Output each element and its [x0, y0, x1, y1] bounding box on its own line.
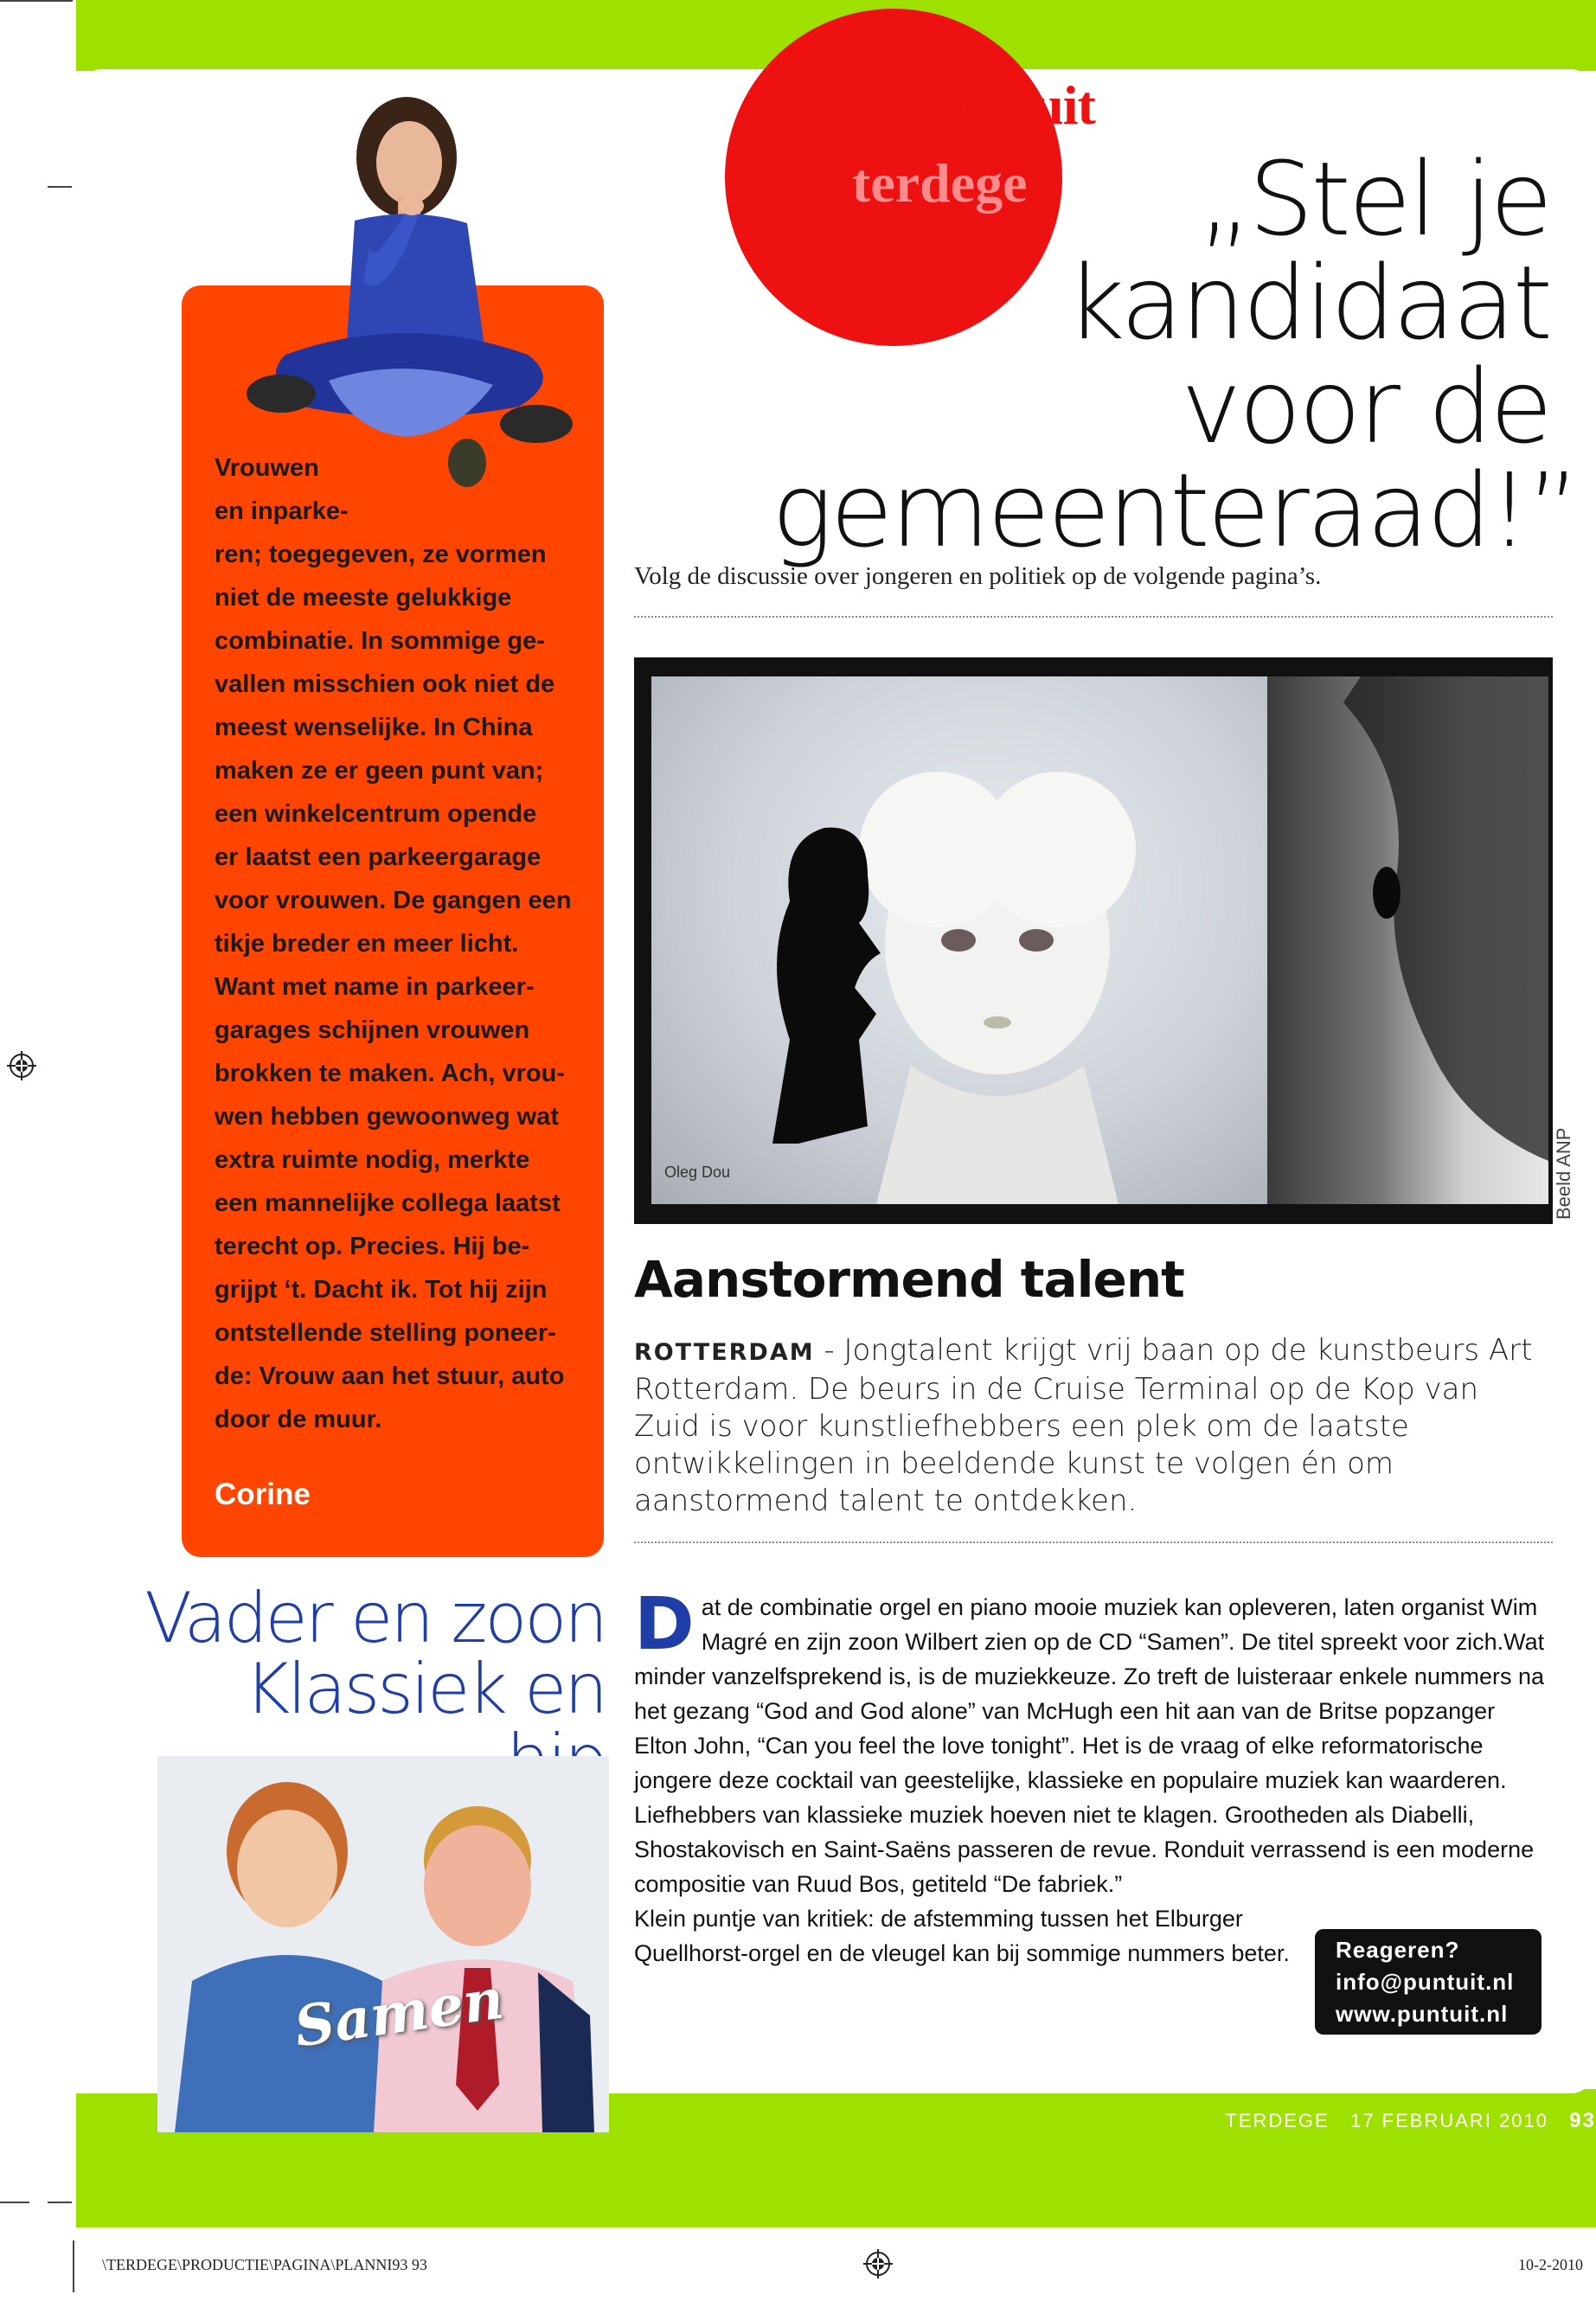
- cd-cover-photo: [157, 1756, 609, 2132]
- column-line: maken ze er geen punt van;: [215, 757, 544, 785]
- column-author: Corine: [215, 1477, 311, 1511]
- footer-page-number: 93: [1569, 2109, 1596, 2132]
- music-title-line: Vader en zoon: [144, 1578, 606, 1658]
- art-photo-signature: Oleg Dou: [664, 1163, 731, 1181]
- column-line: tikje breder en meer licht.: [215, 930, 519, 958]
- react-website[interactable]: www.puntuit.nl: [1336, 2001, 1509, 2027]
- music-paragraph: Klein puntje van kritiek: de afstemming tussen het Elburger Quellhorst-orgel en de vleugel kan bij sommige nummers beter.: [634, 1906, 1290, 1966]
- divider: [634, 616, 1553, 618]
- column-line: terecht op. Precies. Hij be-: [215, 1233, 530, 1260]
- page-footer: [1225, 2109, 1596, 2133]
- column-line: Want met name in parkeer-: [215, 973, 535, 1001]
- column-line: brokken te maken. Ach, vrou-: [215, 1060, 566, 1087]
- music-paragraph: [634, 1581, 1551, 1798]
- registration-mark-icon: [7, 1051, 36, 1080]
- column-line: de: Vrouw aan het stuur, auto: [215, 1362, 565, 1390]
- column-line: extra ruimte nodig, merkte: [215, 1146, 530, 1174]
- column-line: er laatst een parkeergarage: [215, 843, 542, 871]
- column-line: door de muur.: [215, 1406, 382, 1433]
- crop-mark: [73, 2240, 74, 2292]
- columnist-photo: [234, 95, 597, 493]
- registration-mark-icon: [863, 2249, 893, 2279]
- article-text: - Jongtalent krijgt vrij baan op de kunstbeurs Art Rotterdam. De beurs in de Cruise Terminal op de Kop van Zuid is voor kunstliefhebbers een plek om de laatste ontwikkelingen in beeldende kunst te volgen én om aanstormend talent te ontdekken.: [634, 1333, 1533, 1518]
- headline-line: kandidaat: [1066, 243, 1550, 362]
- photo-credit: Beeld ANP: [1553, 1127, 1574, 1220]
- column-line: garages schijnen vrouwen: [215, 1016, 530, 1044]
- divider: [634, 1541, 1553, 1543]
- column-line: een mannelijke collega laatst: [215, 1189, 561, 1217]
- column-line: combinatie. In sommige ge-: [215, 627, 545, 655]
- column-line: en inparke-: [215, 497, 349, 525]
- music-article-body: [634, 1581, 1551, 1971]
- logo-puntuit: puntuit: [926, 74, 1095, 136]
- headline-line: gemeenteraad!”: [772, 451, 1578, 570]
- column-line: grijpt ‘t. Dacht ik. Tot hij zijn: [215, 1276, 548, 1304]
- crop-mark: [0, 0, 73, 2]
- column-line: Vrouwen: [215, 454, 319, 482]
- crop-mark: [48, 2202, 72, 2203]
- column-line: vallen misschien ook niet de: [215, 670, 555, 698]
- crop-mark: [48, 186, 72, 188]
- article-title: Aanstormend talent: [634, 1250, 1184, 1309]
- print-slug: \TERDEGE\PRODUCTIE\PAGINA\PLANNI93 93: [102, 2256, 427, 2273]
- article-dateline: ROTTERDAM: [634, 1339, 815, 1366]
- print-date: 10-2-2010: [1518, 2256, 1583, 2273]
- article-body: [634, 1332, 1534, 1520]
- react-box: [1315, 1929, 1542, 2035]
- logo-terdege: terdege: [852, 152, 1028, 214]
- column-line: ontstellende stelling poneer-: [215, 1319, 556, 1347]
- music-title-line: Klassiek en: [244, 1649, 606, 1729]
- headline-line: voor de: [1181, 347, 1550, 466]
- column-line: ren; toegegeven, ze vormen: [215, 541, 547, 568]
- footer-magazine: TERDEGE: [1225, 2110, 1330, 2131]
- column-text: [215, 446, 586, 1441]
- column-line: een winkelcentrum opende: [215, 800, 537, 828]
- column-line: wen hebben gewoonweg wat: [215, 1103, 559, 1131]
- cd-title: Samen: [290, 1966, 508, 2061]
- dropcap: D: [634, 1581, 695, 1666]
- art-photo-figures: [651, 676, 1548, 1204]
- column-line: meest wenselijke. In China: [215, 714, 533, 741]
- music-paragraph: Liefhebbers van klassieke muziek hoeven niet te klagen. Grootheden als Diabelli, Shostakovisch en Saint-Saëns passeren de revue. Ronduit verrassend is een moderne compositie van Ruud Bos, getiteld “De fabriek.”: [634, 1802, 1535, 1897]
- headline-line: „Stel je: [1198, 139, 1550, 259]
- column-line: voor vrouwen. De gangen een: [215, 887, 572, 914]
- headline-subline: Volg de discussie over jongeren en politiek op de volgende pagina’s.: [634, 562, 1322, 590]
- footer-date: 17 FEBRUARI 2010: [1350, 2110, 1548, 2131]
- paragraph-text: at de combinatie orgel en piano mooie muziek kan opleveren, laten organist Wim Magré en zijn zoon Wilbert zien op de CD “Samen”. De titel spreekt voor zich.Wat minder vanzelfsprekend is, is de muziekkeuze. Zo treft de luisteraar enkele nummers na het gezang “God and God alone” van McHugh een hit aan van de Britse popzanger Elton John, “Can you feel the love tonight”. Het is de vraag of elke reformatorische jongere deze cocktail van geestelijke, klassieke en populaire muziek kan waarderen.: [634, 1594, 1545, 1793]
- crop-mark: [0, 2202, 29, 2203]
- column-line: niet de meeste gelukkige: [215, 584, 512, 612]
- react-label: Reageren?: [1336, 1937, 1460, 1963]
- headline-quote: [772, 139, 1578, 570]
- react-email[interactable]: info@puntuit.nl: [1336, 1969, 1515, 1995]
